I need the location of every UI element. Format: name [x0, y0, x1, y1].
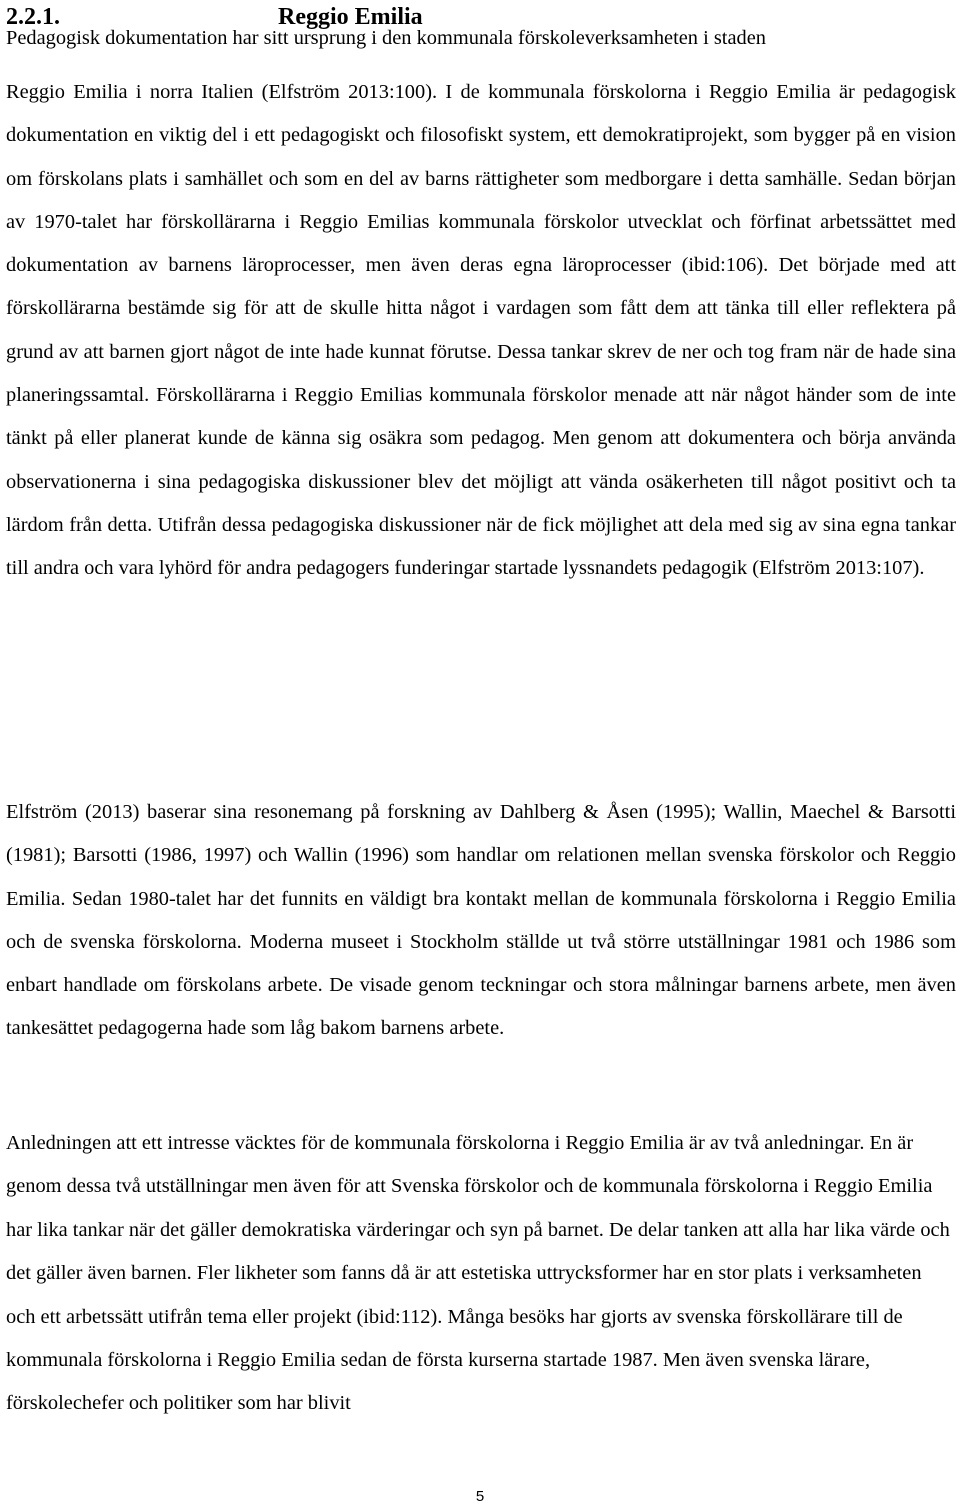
paragraph-elfstrom-research: Elfström (2013) baserar sina resonemang på forskning av Dahlberg & Åsen (1995); Wallin, Maechel & Barsotti (1981); Barsotti (1986, 1997) och Wallin (1996) som handlar om relationen mellan svenska förskolor och Reggio Emilia. Sedan 1980-talet har det funnits en väldigt bra kontakt mellan de kommunala förskolorna i Reggio Emilia och de svenska förskolorna. Moderna museet i Stockholm ställde ut två större utställningar 1981 och 1986 som enbart handlade om förskolans arbete. De visade genom teckningar och stora målningar barnens arbete, men även tankesättet pedagogerna hade som låg bakom barnens arbete.: [6, 801, 956, 1040]
paragraph-interest-reasons: Anledningen att ett intresse väcktes för de kommunala förskolorna i Reggio Emilia är av två anledningar. En är genom dessa två utställningar men även för att Svenska förskolor och de kommunala förskolorna i Reggio Emilia har lika tankar när det gäller demokratiska värderingar och syn på barnet. De delar tanken att alla har lika värde och det gäller även barnen. Fler likheter som fanns då är att estetiska uttrycksformer har en stor plats i verksamheten och ett arbetssätt utifrån tema eller projekt (ibid:112). Många besöks har gjorts av svenska förskollärare till de kommunala förskolorna i Reggio Emilia sedan de första kurserna startade 1987. Men även svenska lärare, förskolechefer och politiker som har blivit: [6, 1132, 950, 1415]
section-number: 2.2.1.: [6, 4, 60, 30]
document-page: [6, 0, 956, 1509]
paragraph-reggio-history: Reggio Emilia i norra Italien (Elfström 2013:100). I de kommunala förskolorna i Reggio Emilia är pedagogisk dokumentation en viktig del i ett pedagogiskt och filosofiskt system, ett demokratiprojekt, som bygger på en vision om förskolans plats i samhället och som en del av barns rättigheter som medborgare i detta samhälle. Sedan början av 1970-talet har förskollärarna i Reggio Emilias kommunala förskolor utvecklat och förfinat arbetssättet med dokumentation av barnens läroprocesser, men även deras egna läroprocesser (ibid:106). Det började med att förskollärarna bestämde sig för att de skulle hitta något i vardagen som fått dem att tänka till eller reflektera på grund av att barnen gjort något de inte hade kunnat förutse. Dessa tankar skrev de ner och tog fram när de hade sina planeringssamtal. Förskollärarna i Reggio Emilias kommunala förskolor menade att när något händer som de inte tänkt på eller planerat kunde de känna sig osäkra som pedagog. Men genom att dokumentera och börja använda observationerna i sina pedagogiska diskussioner blev det möjligt att vända osäkerheten till något positivt och ta lärdom från detta. Utifrån dessa pedagogiska diskussioner när de fick möjlighet att dela med sig av sina egna tankar till andra och vara lyhörd för andra pedagogers funderingar startade lyssnandets pedagogik (Elfström 2013:107).: [6, 81, 956, 580]
section-title: Reggio Emilia: [278, 4, 423, 30]
paragraph-intro-line: Pedagogisk dokumentation har sitt ursprung i den kommunala förskoleverksamheten i staden: [6, 27, 766, 49]
page-number: 5: [475, 1488, 485, 1505]
